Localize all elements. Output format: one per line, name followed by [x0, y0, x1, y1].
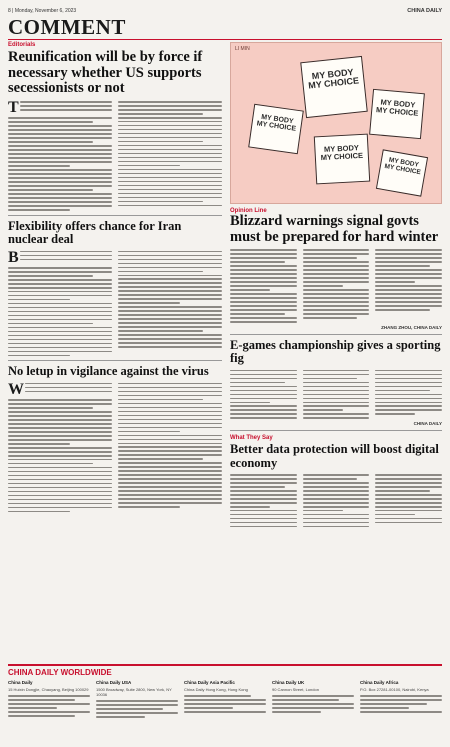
flexibility-body	[8, 248, 222, 357]
right-column	[230, 42, 442, 527]
opinion-label: Opinion Line	[230, 208, 267, 214]
data-protection-body	[230, 474, 442, 527]
opinion-signature: ZHANG ZHOU, CHINA DAILY	[381, 324, 442, 330]
footer-contact: China Daily 15 Huixin Dongjie, Chaoyang, Beijing 100029	[8, 680, 90, 718]
editorial-headline: Reunification will be by force if necessary whether US supports secessionists or not	[8, 49, 203, 97]
protest-box: MY BODY MY CHOICE	[300, 56, 368, 118]
section-masthead: COMMENT	[8, 15, 442, 40]
what-they-say-label: What They Say	[230, 435, 273, 442]
egames-headline: E-games championship gives a sporting fig	[230, 337, 441, 366]
footer-title: CHINA DAILY WORLDWIDE	[8, 668, 112, 677]
egames-body	[230, 370, 442, 419]
illustration-credit: LI MIN	[235, 46, 250, 52]
vigilance-headline: No letup in vigilance against the virus	[8, 364, 209, 379]
flexibility-headline: Flexibility offers chance for Iran nuclear deal	[8, 218, 182, 247]
footer-contacts	[8, 664, 442, 744]
protest-box: MY BODY MY CHOICE	[248, 104, 304, 155]
dropcap: B	[8, 248, 19, 266]
dropcap: W	[8, 380, 24, 398]
opinion-body	[230, 249, 442, 322]
protest-box: MY BODY MY CHOICE	[314, 134, 370, 185]
page-info: 8 | Monday, November 6, 2023	[8, 7, 77, 14]
editorial-body	[8, 98, 222, 211]
footer-contact: China Daily USA 1500 Broadway, Suite 2800, New York, NY 10036	[96, 680, 178, 718]
publication-name: CHINA DAILY	[407, 7, 442, 14]
footer-contact: China Daily Africa P.O. Box 27281-00100, Nairobi, Kenya	[360, 680, 442, 718]
top-bar	[8, 6, 442, 15]
data-protection-headline: Better data protection will boost digital economy	[230, 442, 439, 470]
footer-contact: China Daily UK 90 Cannon Street, London	[272, 680, 354, 718]
left-column	[8, 42, 222, 512]
opinion-headline: Blizzard warnings signal govts must be prepared for hard winter	[230, 213, 439, 245]
egames-signature: CHINA DAILY	[413, 421, 442, 427]
editorials-label: Editorials	[8, 42, 36, 48]
protest-box: MY BODY MY CHOICE	[369, 89, 425, 139]
protest-box: MY BODY MY CHOICE	[376, 149, 428, 196]
vigilance-body	[8, 380, 222, 513]
dropcap: T	[8, 98, 19, 116]
footer-contact: China Daily Asia Pacific China Daily Hong Kong, Hong Kong	[184, 680, 266, 718]
cartoon-illustration	[230, 42, 442, 204]
